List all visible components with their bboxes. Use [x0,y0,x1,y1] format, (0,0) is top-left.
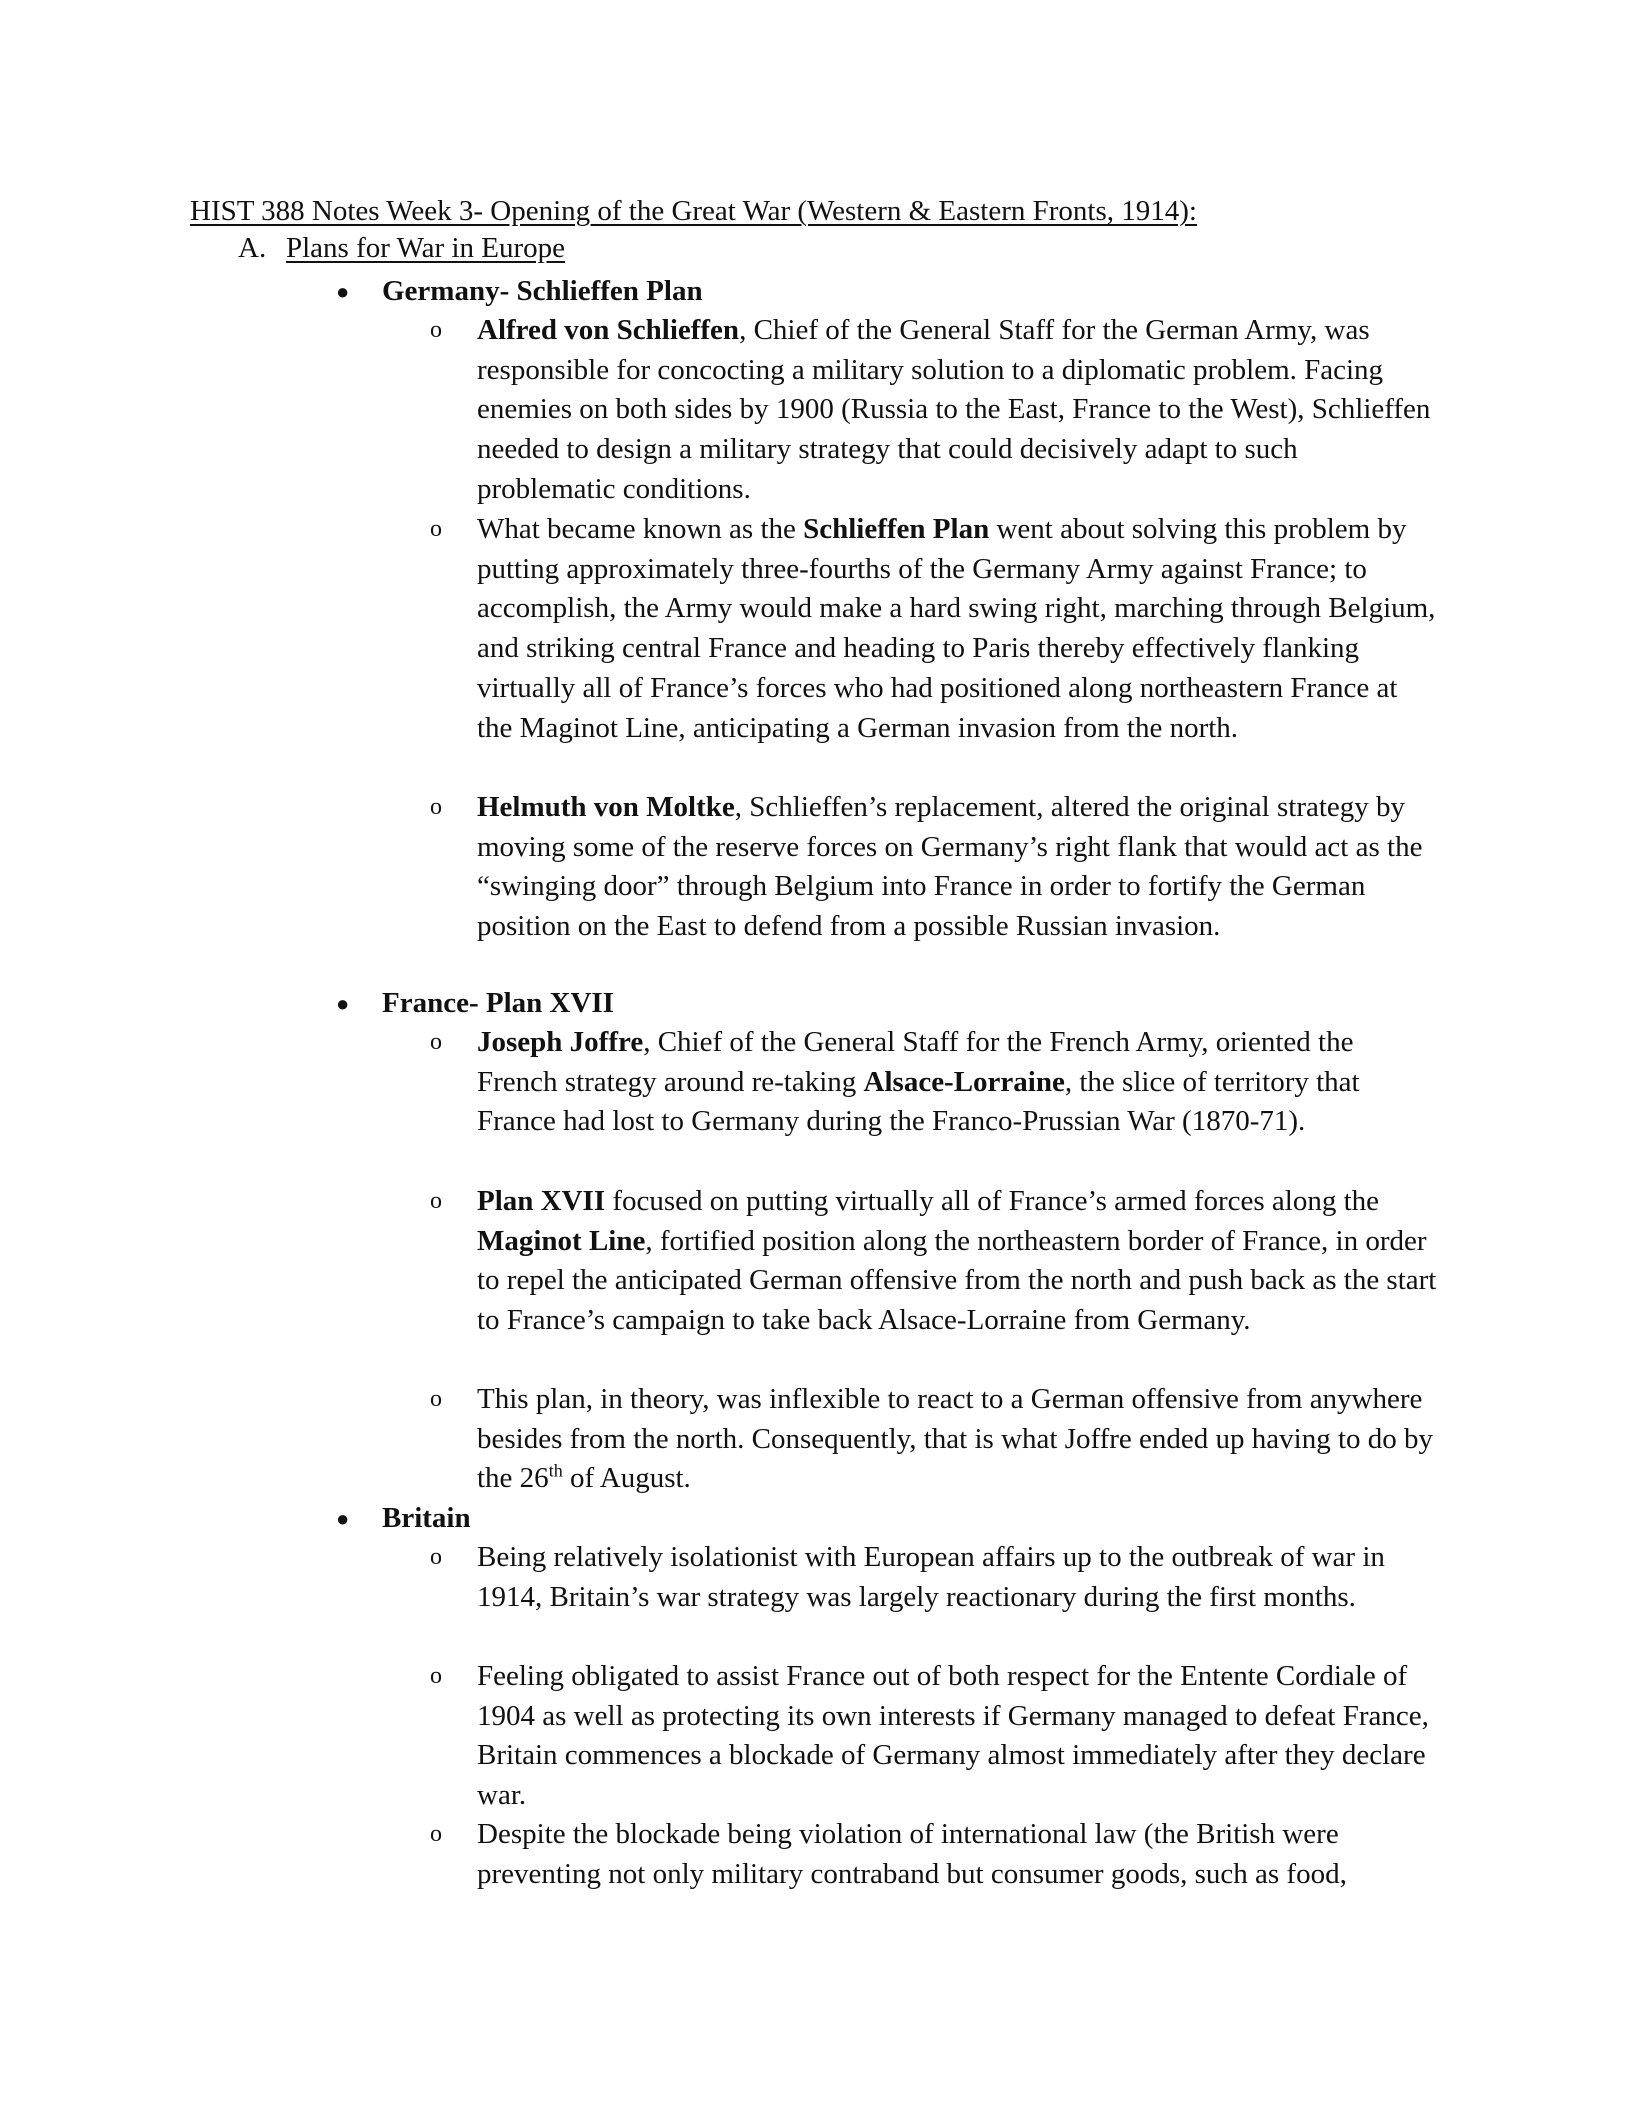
note-text: Being relatively isolationist with European affairs up to the outbreak of war in 1914, Britain’s war strategy was largely reactionary during the first months. [477,1541,1385,1613]
bold-term: Plan XVII [477,1185,606,1217]
note-text: Despite the blockade being violation of international law (the British were preventing not only military contraband but consumer goods, such as food, [477,1818,1347,1890]
bold-term: Helmuth von Moltke [477,791,735,823]
page-title: HIST 388 Notes Week 3- Opening of the Great War (Western & Eastern Fronts, 1914): [190,195,1197,227]
subbullet-icon: o [430,317,442,343]
note-text: , the slice of territory that France had lost to Germany during the Franco-Prussian War (1870-71). [477,1065,1360,1138]
subbullet-icon: o [430,1386,442,1412]
bullet-heading-germany: Germany- Schlieffen Plan [382,275,703,307]
bullet-icon: ● [336,1506,350,1531]
note-text: , Chief of the General Staff for the German Army, was responsible for concocting a military solution to a diplomatic problem. Facing enemies on both sides by 1900 (Russia to the East, France to the West), Schlieffen needed to design a military strategy that could decisively adapt to such problematic conditions. [477,314,1431,505]
note-text: went about solving this problem by putting approximately three-fourths of the Germany Army against France; to accomplish, the Army would make a hard swing right, marching through Belgium, and striking central France and heading to Paris thereby effectively flanking virtually all of France’s forces who had positioned along northeastern France at the Maginot Line, anticipating a German invasion from the north. [477,513,1436,744]
bullet-icon: ● [336,991,350,1016]
note-item [477,510,1437,748]
note-text: focused on putting virtually all of France’s armed forces along the [605,1185,1380,1217]
bold-term: Maginot Line [477,1224,646,1257]
subbullet-icon: o [430,516,442,542]
subbullet-icon: o [430,1188,442,1214]
subbullet-icon: o [430,1544,442,1570]
bold-term: Joseph Joffre [477,1026,644,1058]
subbullet-icon: o [430,794,442,820]
note-item [477,311,1437,510]
subbullet-icon: o [430,1029,442,1055]
bullet-heading-britain: Britain [382,1502,471,1534]
superscript: th [548,1460,563,1481]
note-text: This plan, in theory, was inflexible to react to a German offensive from anywhere besides from the north. Consequently, that is what Joffre ended up having to do by the 26 [477,1383,1434,1495]
note-item [477,1657,1437,1816]
note-item [477,1182,1437,1341]
note-text: , Schlieffen’s replacement, altered the original strategy by moving some of the reserve forces on Germany’s right flank that would act as the “swinging door” through Belgium into France in order to fortify the German position on the East to defend from a possible Russian invasion. [477,791,1423,943]
note-item [477,788,1437,947]
section-title: Plans for War in Europe [286,232,566,264]
bold-term: Schlieffen Plan [803,513,990,545]
note-item [477,1815,1437,1894]
bold-term: Alfred von Schlieffen [477,314,740,346]
note-text: What became known as the [477,513,804,545]
note-item [477,1538,1437,1617]
bullet-heading-france: France- Plan XVII [382,987,614,1019]
subbullet-icon: o [430,1663,442,1689]
bold-term: Alsace-Lorraine [863,1065,1065,1098]
note-item [477,1023,1437,1142]
bullet-icon: ● [336,279,350,304]
section-heading [238,229,565,269]
note-text: , fortified position along the northeastern border of France, in order to repel the anticipated German offensive from the north and push back as the start to France’s campaign to take back Alsace-Lorraine from Germany. [477,1224,1437,1337]
note-item [477,1380,1437,1499]
note-text: , Chief of the General Staff for the French Army, oriented the French strategy around re-taking [477,1026,1354,1098]
note-text: of August. [562,1462,691,1495]
note-text: Feeling obligated to assist France out of both respect for the Entente Cordiale of 1904 as well as protecting its own interests if Germany managed to defeat France, Britain commences a blockade of Germany almost immediately after they declare war. [477,1660,1429,1812]
section-letter: A. [238,232,267,264]
subbullet-icon: o [430,1821,442,1847]
